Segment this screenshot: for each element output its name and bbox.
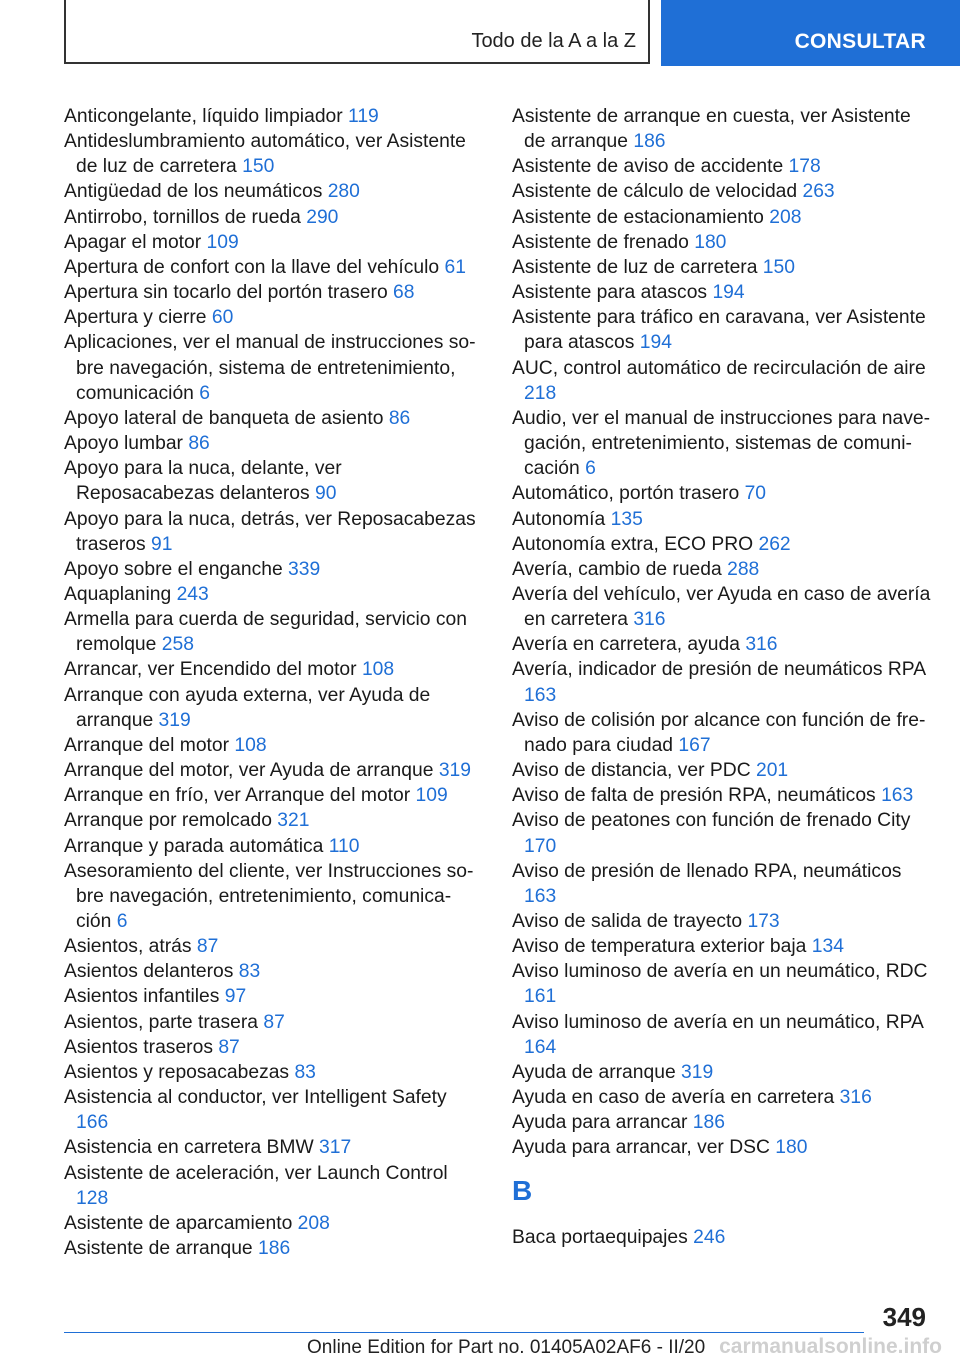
page-link[interactable]: 319 <box>681 1061 714 1083</box>
index-entry-term: Asistente para tráfico en caravana, ver Asistente para atascos <box>512 307 926 354</box>
index-entry-term: Aviso de presión de llenado RPA, neumáticos <box>512 860 902 882</box>
index-entry-term: Asientos, parte trasera <box>64 1011 258 1033</box>
page-link[interactable]: 316 <box>745 634 778 656</box>
index-entry <box>512 179 932 204</box>
index-entry-term: AUC, control automático de recirculación de aire <box>512 357 926 379</box>
index-entry-term: Asientos infantiles <box>64 986 220 1008</box>
page-link[interactable]: 161 <box>524 986 557 1008</box>
index-entry-term: Apoyo lumbar <box>64 433 183 455</box>
page-link[interactable]: 170 <box>524 835 557 857</box>
index-entry <box>512 657 932 707</box>
index-entry-term: Aviso de falta de presión RPA, neumáticos <box>512 785 876 807</box>
index-entry <box>64 330 479 405</box>
index-entry-term: Aquaplaning <box>64 583 172 605</box>
page-link[interactable]: 262 <box>758 533 791 555</box>
page-link[interactable]: 180 <box>694 231 727 253</box>
index-entry <box>64 1135 479 1160</box>
page-link[interactable]: 83 <box>238 961 261 983</box>
index-entry <box>512 1135 932 1160</box>
index-entry-term: Arranque del motor <box>64 734 230 756</box>
page-link[interactable]: 6 <box>116 911 128 932</box>
index-entry <box>64 1085 479 1135</box>
consult-tab[interactable] <box>661 0 960 66</box>
index-entry-term: Aviso de distancia, ver PDC <box>512 760 751 782</box>
page-link[interactable]: 316 <box>633 609 666 631</box>
page-link[interactable]: 319 <box>438 760 471 782</box>
page-link[interactable]: 60 <box>211 307 234 329</box>
index-entry <box>512 859 932 909</box>
index-entry-term: Asistente de luz de carretera <box>512 256 758 278</box>
index-entry <box>64 984 479 1009</box>
index-entry-term: Asientos traseros <box>64 1036 213 1058</box>
index-entry <box>512 305 932 355</box>
index-entry <box>512 104 932 154</box>
index-entry <box>64 255 479 280</box>
index-entry-term: Apoyo lateral de banqueta de asiento <box>64 407 384 429</box>
page-link[interactable]: 90 <box>315 483 337 505</box>
index-entry <box>64 607 479 657</box>
index-entry-term: Ayuda de arranque <box>512 1061 676 1083</box>
page-link[interactable]: 208 <box>769 206 802 228</box>
page-link[interactable]: 339 <box>288 558 321 580</box>
page-link[interactable]: 150 <box>242 156 275 178</box>
page-link[interactable]: 166 <box>76 1112 109 1134</box>
index-entry-term: Apertura sin tocarlo del portón trasero <box>64 282 388 304</box>
page-link[interactable]: 108 <box>234 734 267 756</box>
index-entry <box>512 708 932 758</box>
index-entry <box>64 179 479 204</box>
index-entry-term: Arranque por remolcado <box>64 810 272 832</box>
page-link[interactable]: 61 <box>444 256 466 278</box>
page-link[interactable]: 201 <box>755 760 789 782</box>
page-link[interactable]: 83 <box>294 1061 316 1083</box>
index-entry-term: Avería, indicador de presión de neumáticos RPA <box>512 659 926 681</box>
index-entry-term: Asistente para atascos <box>512 282 708 304</box>
index-entry-term: Antigüedad de los neumáticos <box>64 181 323 203</box>
page-link[interactable]: 163 <box>881 785 914 807</box>
page-link[interactable]: 86 <box>388 407 411 429</box>
index-entry <box>64 431 479 456</box>
page-link[interactable]: 109 <box>206 231 239 253</box>
index-entry-term: Asistente de cálculo de velocidad <box>512 181 798 203</box>
index-entry-term: Asistente de aparcamiento <box>64 1212 293 1234</box>
index-entry <box>512 808 932 858</box>
index-entry-term: Aviso de salida de trayecto <box>512 911 743 932</box>
page-link[interactable]: 218 <box>524 382 557 404</box>
index-entry <box>64 406 479 431</box>
index-entry <box>64 1211 479 1236</box>
page-link[interactable]: 150 <box>762 256 795 278</box>
index-entry <box>64 507 479 557</box>
page-number: 349 <box>882 1302 926 1332</box>
index-entry <box>512 154 932 179</box>
index-entry <box>64 959 479 984</box>
index-entry-term: Aviso de temperatura exterior baja <box>512 936 807 958</box>
index-entry <box>64 733 479 758</box>
index-column-left <box>64 104 479 1261</box>
index-entry-term: Asistencia al conductor, ver Intelligent Safety <box>64 1087 447 1109</box>
section-tab[interactable] <box>64 0 650 64</box>
page-link[interactable]: 316 <box>839 1087 872 1109</box>
page-link[interactable]: 258 <box>161 634 194 656</box>
index-entry-term: Anticongelante, líquido limpiador <box>64 106 343 127</box>
index-entry-term: Armella para cuerda de seguridad, servicio con remolque <box>64 609 467 656</box>
index-entry <box>512 1085 932 1110</box>
page-link[interactable]: 110 <box>328 835 360 857</box>
index-entry <box>512 934 932 959</box>
page-link[interactable]: 194 <box>639 332 672 354</box>
page-link[interactable]: 321 <box>277 810 310 832</box>
index-entry <box>512 255 932 280</box>
page-link[interactable]: 243 <box>176 583 209 605</box>
index-entry-term: Audio, ver el manual de instrucciones para navegación, entretenimiento, sistemas de comunicación <box>512 407 930 480</box>
page-link[interactable]: 178 <box>788 156 821 178</box>
index-entry-term: Apoyo sobre el enganche <box>64 558 283 580</box>
index-entry <box>64 582 479 607</box>
page-link[interactable]: 263 <box>802 181 835 203</box>
index-entry-term: Apertura de confort con la llave del vehículo <box>64 256 440 278</box>
section-letter-b: B <box>512 1174 533 1206</box>
index-entry-term: Arranque en frío, ver Arranque del motor <box>64 785 411 807</box>
index-entry <box>64 305 479 330</box>
page-link[interactable]: 6 <box>585 458 596 480</box>
page-link[interactable]: 290 <box>306 206 339 228</box>
index-entry <box>64 104 479 129</box>
page-link[interactable]: 87 <box>196 936 219 958</box>
index-entry <box>64 129 479 179</box>
footer-rule <box>64 1332 864 1333</box>
index-entry <box>512 959 932 1009</box>
index-entry <box>64 758 479 783</box>
index-entry-term: Automático, portón trasero <box>512 483 740 505</box>
page-link[interactable]: 173 <box>747 911 780 932</box>
index-entry-term: Ayuda para arrancar <box>512 1112 688 1134</box>
page-link[interactable]: 91 <box>151 533 173 555</box>
index-entry <box>64 1236 479 1261</box>
index-entry-term: Ayuda para arrancar, ver DSC <box>512 1137 770 1159</box>
index-entry <box>64 280 479 305</box>
index-entry-term: Autonomía extra, ECO PRO <box>512 533 754 555</box>
page-link[interactable]: 246 <box>693 1226 726 1248</box>
index-entry-term: Asistente de arranque <box>64 1238 253 1260</box>
page-link[interactable]: 119 <box>348 106 379 127</box>
index-entry-term: Avería en carretera, ayuda <box>512 634 740 656</box>
index-entry-term: Antideslumbramiento automático, ver Asistente de luz de carretera <box>64 131 466 178</box>
page-link[interactable]: 288 <box>727 558 760 580</box>
page-link[interactable]: 70 <box>744 483 767 505</box>
index-entry <box>512 758 932 783</box>
page-link[interactable]: 108 <box>361 659 395 681</box>
index-entry-term: Asientos y reposacabezas <box>64 1061 290 1083</box>
index-entry-term: Aviso luminoso de avería en un neumático, RDC <box>512 961 928 983</box>
watermark-logo: carmanualsonline.info <box>719 1335 942 1358</box>
index-entry-term: Asistente de arranque en cuesta, ver Asistente de arranque <box>512 106 911 153</box>
index-entry <box>64 205 479 230</box>
index-entry <box>64 808 479 833</box>
index-entry <box>64 657 479 682</box>
index-entry-term: Avería del vehículo, ver Ayuda en caso de avería en carretera <box>512 583 931 631</box>
index-entry-term: Asistencia en carretera BMW <box>64 1137 314 1159</box>
index-entry <box>512 280 932 305</box>
index-entry <box>512 632 932 657</box>
index-entry <box>512 507 932 532</box>
index-entry-term: Antirrobo, tornillos de rueda <box>64 206 301 228</box>
index-entry-term: Asistente de estacionamiento <box>512 206 764 228</box>
consult-tab-label: CONSULTAR <box>794 30 926 53</box>
page-link[interactable]: 208 <box>297 1212 330 1234</box>
page-link[interactable]: 87 <box>263 1011 285 1033</box>
page-link[interactable]: 180 <box>775 1137 808 1159</box>
index-entry-term: Arranque con ayuda externa, ver Ayuda de arranque <box>64 684 431 731</box>
page-link[interactable]: 68 <box>393 282 415 304</box>
index-entry <box>64 557 479 582</box>
index-entry-term: Apoyo para la nuca, detrás, ver Reposacabezas traseros <box>64 508 476 555</box>
index-entry <box>64 1010 479 1035</box>
index-entry-term: Aviso luminoso de avería en un neumático, RPA <box>512 1011 923 1033</box>
page-link[interactable]: 87 <box>218 1036 240 1058</box>
index-entry-term: Avería, cambio de rueda <box>512 558 722 580</box>
index-entry <box>512 582 932 632</box>
page-header <box>0 0 960 66</box>
index-entry <box>64 859 479 934</box>
index-entry-term: Aplicaciones, ver el manual de instrucciones sobre navegación, sistema de entretenimiento, comunicación <box>64 332 476 404</box>
index-entry-term: Ayuda en caso de avería en carretera <box>512 1087 835 1109</box>
index-entry <box>64 230 479 255</box>
index-entry-term: Baca portaequipajes <box>512 1226 688 1248</box>
page-link[interactable]: 194 <box>712 282 745 304</box>
index-entry <box>512 406 932 481</box>
edition-text: Online Edition for Part no. 01405A02AF6 - II/20 <box>307 1337 706 1358</box>
page-link[interactable]: 167 <box>678 734 711 756</box>
index-entry <box>512 1010 932 1060</box>
index-entry <box>512 1110 932 1135</box>
page-link[interactable]: 163 <box>524 684 557 706</box>
index-entry-term: Arranque y parada automática <box>64 835 324 857</box>
index-entry-term: Apertura y cierre <box>64 307 207 329</box>
page-link[interactable]: 280 <box>327 181 360 203</box>
index-entry-term: Apagar el motor <box>64 231 202 253</box>
index-entry-term: Arranque del motor, ver Ayuda de arranque <box>64 760 434 782</box>
index-entry <box>512 230 932 255</box>
index-entry-term: Arrancar, ver Encendido del motor <box>64 659 357 681</box>
page-link[interactable]: 134 <box>811 936 844 958</box>
page-link[interactable]: 135 <box>610 508 643 530</box>
section-tab-label: Todo de la A a la Z <box>471 30 636 52</box>
index-entry <box>64 834 479 859</box>
page-link[interactable]: 128 <box>76 1187 109 1209</box>
page-link[interactable]: 97 <box>224 986 247 1008</box>
page-link[interactable]: 186 <box>633 131 666 153</box>
index-entry <box>512 1225 932 1250</box>
index-entry <box>512 356 932 406</box>
page-link[interactable]: 86 <box>188 433 210 455</box>
index-entry <box>64 783 479 808</box>
page-link[interactable]: 186 <box>258 1238 291 1260</box>
index-entry-term: Asistente de frenado <box>512 231 689 253</box>
page-link[interactable]: 186 <box>692 1112 725 1134</box>
index-entry <box>512 205 932 230</box>
index-entry <box>512 532 932 557</box>
index-entry-term: Autonomía <box>512 508 606 530</box>
index-entry-term: Asistente de aviso de accidente <box>512 156 784 178</box>
index-entry-term: Asientos, atrás <box>64 936 192 958</box>
page-link[interactable]: 317 <box>319 1137 352 1159</box>
index-entry <box>512 557 932 582</box>
index-entry <box>512 783 932 808</box>
index-entry-term: Asistente de aceleración, ver Launch Control <box>64 1162 448 1184</box>
page-link[interactable]: 319 <box>158 709 191 731</box>
index-entry <box>64 934 479 959</box>
page-link[interactable]: 6 <box>199 382 210 404</box>
index-entry <box>64 1035 479 1060</box>
index-entry <box>512 1060 932 1085</box>
index-entry <box>64 683 479 733</box>
index-entry <box>64 1161 479 1211</box>
page-link[interactable]: 163 <box>524 885 557 907</box>
index-entry-term: Aviso de peatones con función de frenado City <box>512 810 911 832</box>
page-link[interactable]: 164 <box>524 1036 557 1058</box>
index-column-right <box>512 104 932 1250</box>
index-entry-term: Apoyo para la nuca, delante, ver Reposacabezas delanteros <box>64 458 342 505</box>
index-entry-term: Asesoramiento del cliente, ver Instrucciones sobre navegación, entretenimiento, comunicación <box>64 860 474 932</box>
index-entry <box>64 456 479 506</box>
index-entry <box>512 481 932 506</box>
index-entry-term: Aviso de colisión por alcance con función de frenado para ciudad <box>512 709 926 756</box>
index-entry <box>512 909 932 934</box>
page-link[interactable]: 109 <box>415 785 448 807</box>
index-entry-term: Asientos delanteros <box>64 961 234 983</box>
index-entry <box>64 1060 479 1085</box>
